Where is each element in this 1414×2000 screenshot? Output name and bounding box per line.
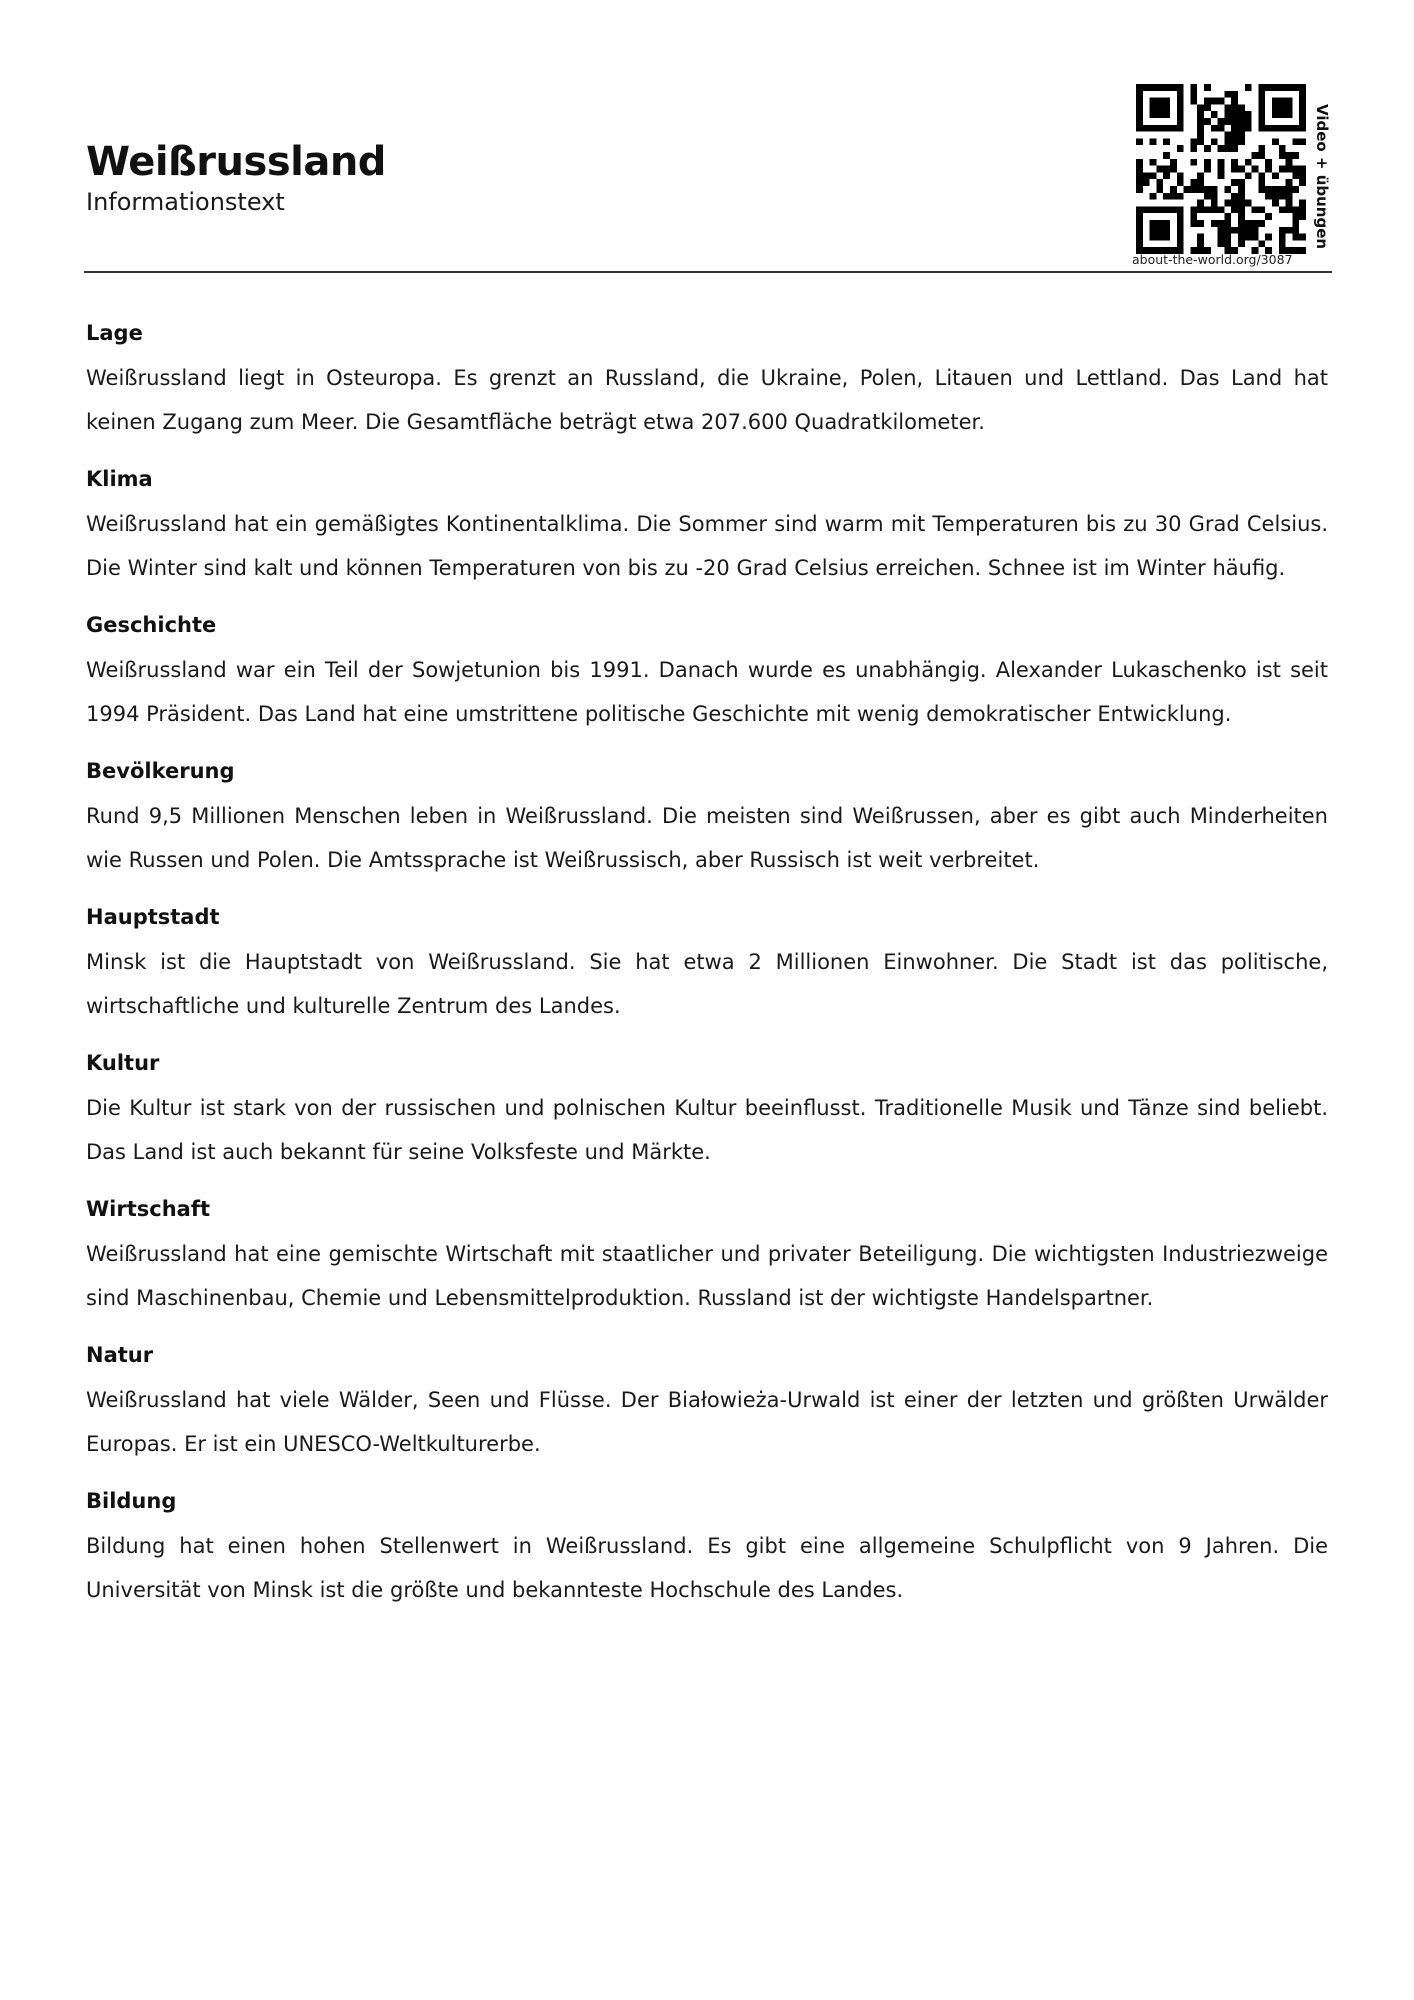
section-text: Weißrussland hat ein gemäßigtes Kontinentalklima. Die Sommer sind warm mit Temperaturen bis zu 30 Grad Celsius. Die Winter sind kalt und können Temperaturen von bis zu -20 Grad Celsius erreichen. Schnee ist im Winter häufig. — [86, 512, 1328, 580]
section-text: Die Kultur ist stark von der russischen und polnischen Kultur beeinflusst. Traditionelle Musik und Tänze sind beliebt. Das Land ist auch bekannt für seine Volksfeste und Märkte. — [86, 1096, 1328, 1164]
section-klima — [86, 462, 1328, 590]
section-text: Weißrussland liegt in Osteuropa. Es grenzt an Russland, die Ukraine, Polen, Litauen und Lettland. Das Land hat keinen Zugang zum Meer. Die Gesamtfläche beträgt etwa 207.600 Quadratkilometer. — [86, 366, 1328, 434]
qr-url[interactable]: about-the-world.org/3087 — [1132, 252, 1293, 267]
section-heading: Geschichte — [86, 613, 217, 637]
section-heading: Bevölkerung — [86, 759, 235, 783]
page-subtitle: Informationstext — [86, 188, 285, 216]
section-text: Weißrussland hat viele Wälder, Seen und Flüsse. Der Białowieża-Urwald ist einer der letzten und größten Urwälder Europas. Er ist ein UNESCO-Weltkulturerbe. — [86, 1388, 1328, 1456]
section-heading: Lage — [86, 321, 143, 345]
section-heading: Bildung — [86, 1489, 177, 1513]
section-text: Minsk ist die Hauptstadt von Weißrussland. Sie hat etwa 2 Millionen Einwohner. Die Stadt ist das politische, wirtschaftliche und kulturelle Zentrum des Landes. — [86, 950, 1328, 1018]
qr-side-label: Video + übungen — [1313, 104, 1331, 250]
section-heading: Hauptstadt — [86, 905, 220, 929]
section-bevoelkerung — [86, 754, 1328, 882]
section-lage — [86, 316, 1328, 444]
section-text: Weißrussland war ein Teil der Sowjetunion bis 1991. Danach wurde es unabhängig. Alexander Lukaschenko ist seit 1994 Präsident. Das Land hat eine umstrittene politische Geschichte mit wenig demokratischer Entwicklung. — [86, 658, 1328, 726]
header-divider — [84, 271, 1332, 273]
section-wirtschaft — [86, 1192, 1328, 1320]
section-heading: Kultur — [86, 1051, 160, 1075]
section-text: Rund 9,5 Millionen Menschen leben in Weißrussland. Die meisten sind Weißrussen, aber es gibt auch Minderheiten wie Russen und Polen. Die Amtssprache ist Weißrussisch, aber Russisch ist weit verbreitet. — [86, 804, 1328, 872]
section-kultur — [86, 1046, 1328, 1174]
qr-code-icon — [1136, 84, 1306, 254]
section-heading: Wirtschaft — [86, 1197, 211, 1221]
section-hauptstadt — [86, 900, 1328, 1028]
section-heading: Natur — [86, 1343, 154, 1367]
section-text: Weißrussland hat eine gemischte Wirtschaft mit staatlicher und privater Beteiligung. Die wichtigsten Industriezweige sind Maschinenbau, Chemie und Lebensmittelproduktion. Russland ist der wichtigste Handelspartner. — [86, 1242, 1328, 1310]
section-geschichte — [86, 608, 1328, 736]
qr-code-link[interactable] — [1136, 84, 1316, 268]
section-text: Bildung hat einen hohen Stellenwert in Weißrussland. Es gibt eine allgemeine Schulpflicht von 9 Jahren. Die Universität von Minsk ist die größte und bekannteste Hochschule des Landes. — [86, 1534, 1328, 1602]
document-header — [86, 138, 986, 218]
section-natur — [86, 1338, 1328, 1466]
section-bildung — [86, 1484, 1328, 1612]
document-body — [86, 316, 1328, 1630]
page-title: Weißrussland — [86, 139, 386, 185]
section-heading: Klima — [86, 467, 153, 491]
